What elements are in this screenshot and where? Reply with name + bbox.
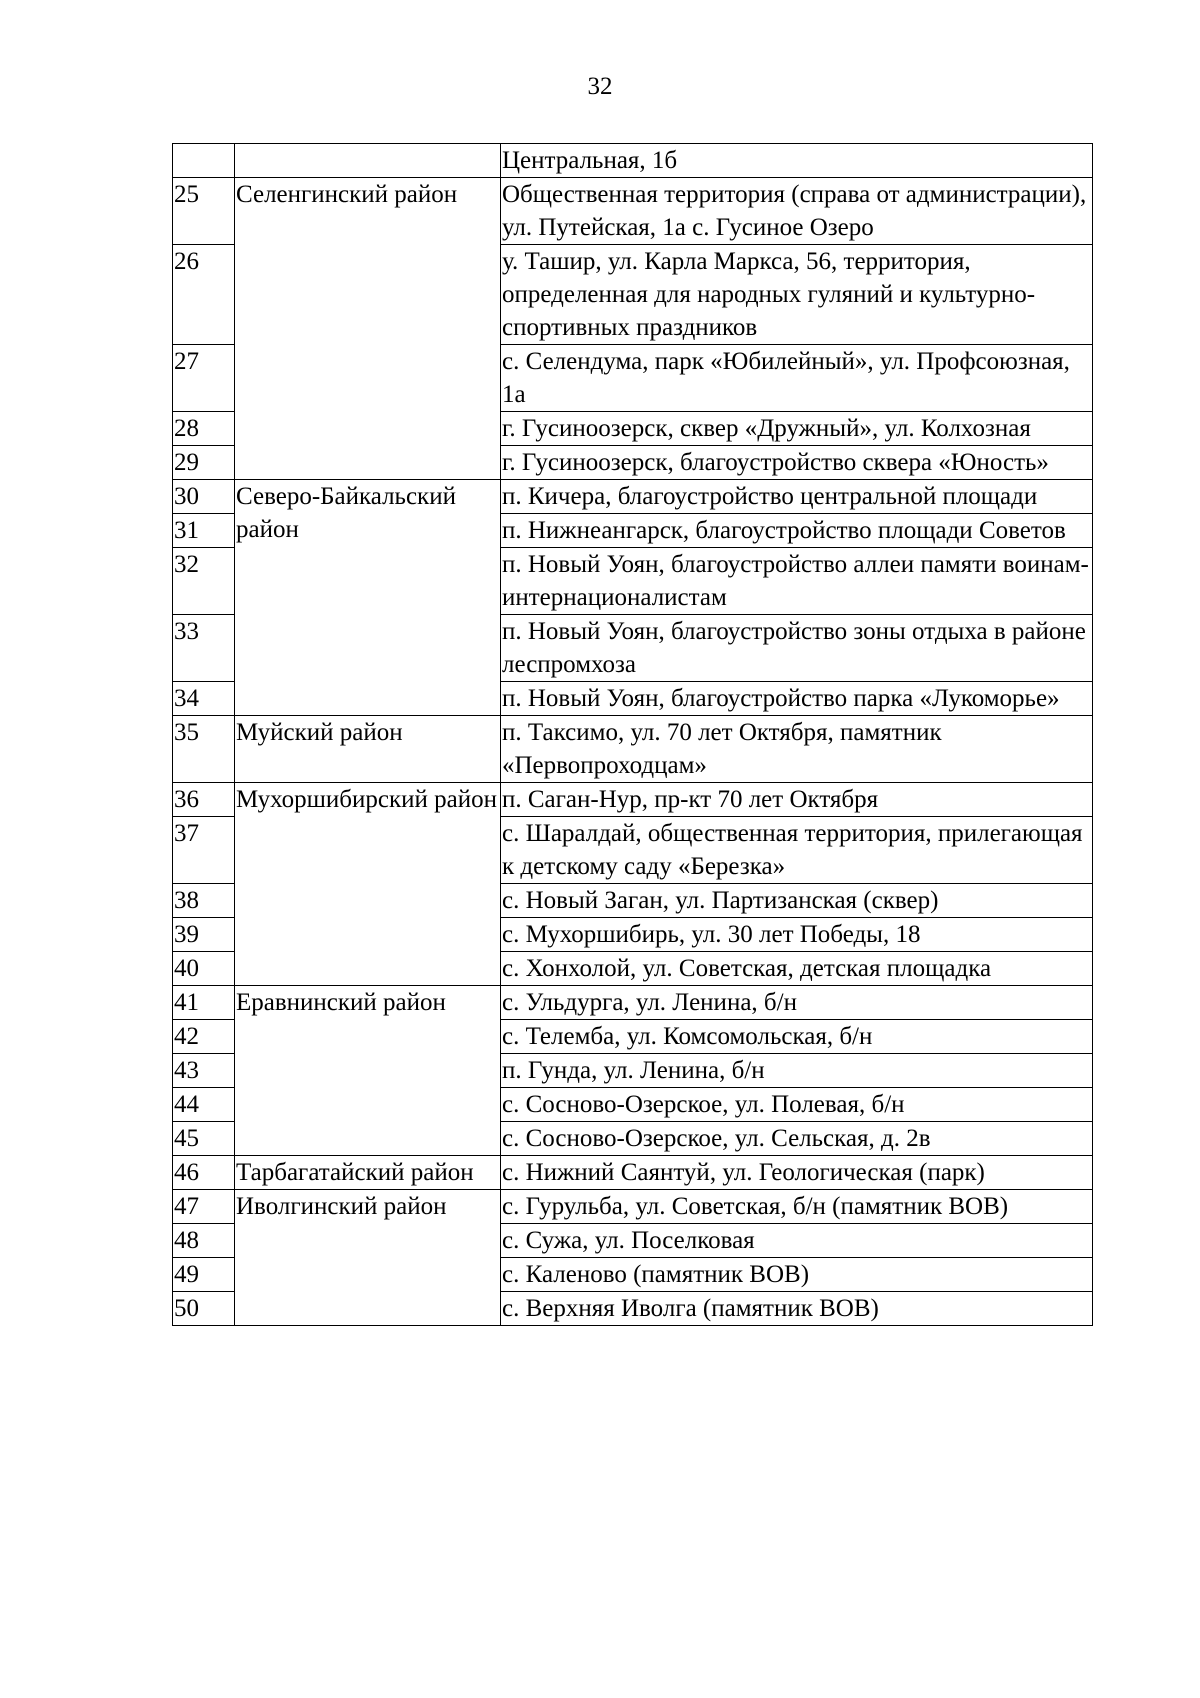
address-cell: с. Нижний Саянтуй, ул. Геологическая (парк) [501,1156,1093,1190]
address-cell: п. Гунда, ул. Ленина, б/н [501,1054,1093,1088]
row-number: 30 [173,480,235,514]
address-cell: г. Гусиноозерск, благоустройство сквера «Юность» [501,446,1093,480]
district-cell: Северо-Байкальский район [235,480,501,716]
row-number: 37 [173,817,235,884]
table-row [173,986,1093,1020]
row-number: 34 [173,682,235,716]
table-row [173,1190,1093,1224]
address-cell: п. Кичера, благоустройство центральной площади [501,480,1093,514]
address-cell: с. Верхняя Иволга (памятник ВОВ) [501,1292,1093,1326]
row-number: 38 [173,884,235,918]
district-cell: Селенгинский район [235,178,501,480]
table-row [173,716,1093,783]
address-cell: п. Саган-Нур, пр-кт 70 лет Октября [501,783,1093,817]
address-cell: с. Сосново-Озерское, ул. Сельская, д. 2в [501,1122,1093,1156]
district-cell: Муйский район [235,716,501,783]
table-body [173,144,1093,1326]
address-cell: п. Новый Уоян, благоустройство зоны отдыха в районе леспромхоза [501,615,1093,682]
district-cell: Тарбагатайский район [235,1156,501,1190]
address-cell: с. Сосново-Озерское, ул. Полевая, б/н [501,1088,1093,1122]
row-number: 48 [173,1224,235,1258]
address-cell: Центральная, 1б [501,144,1093,178]
district-cell [235,144,501,178]
address-cell: с. Селендума, парк «Юбилейный», ул. Профсоюзная, 1а [501,345,1093,412]
table-row [173,144,1093,178]
row-number: 40 [173,952,235,986]
address-cell: с. Каленово (памятник ВОВ) [501,1258,1093,1292]
address-cell: с. Гурульба, ул. Советская, б/н (памятник ВОВ) [501,1190,1093,1224]
address-cell: с. Мухоршибирь, ул. 30 лет Победы, 18 [501,918,1093,952]
row-number: 46 [173,1156,235,1190]
table-row [173,480,1093,514]
row-number: 50 [173,1292,235,1326]
address-cell: г. Гусиноозерск, сквер «Дружный», ул. Колхозная [501,412,1093,446]
row-number: 32 [173,548,235,615]
address-cell: с. Шаралдай, общественная территория, прилегающая к детскому саду «Березка» [501,817,1093,884]
row-number: 41 [173,986,235,1020]
address-cell: п. Новый Уоян, благоустройство аллеи памяти воинам-интернационалистам [501,548,1093,615]
address-cell: п. Таксимо, ул. 70 лет Октября, памятник «Первопроходцам» [501,716,1093,783]
page-number: 32 [587,73,613,100]
district-cell: Мухоршибирский район [235,783,501,986]
district-cell: Иволгинский район [235,1190,501,1326]
address-cell: п. Нижнеангарск, благоустройство площади Советов [501,514,1093,548]
row-number: 39 [173,918,235,952]
row-number: 28 [173,412,235,446]
row-number: 33 [173,615,235,682]
row-number: 45 [173,1122,235,1156]
row-number: 25 [173,178,235,245]
row-number: 49 [173,1258,235,1292]
row-number: 47 [173,1190,235,1224]
row-number: 26 [173,245,235,345]
address-cell: Общественная территория (справа от администрации), ул. Путейская, 1а с. Гусиное Озеро [501,178,1093,245]
row-number: 43 [173,1054,235,1088]
address-cell: с. Новый Заган, ул. Партизанская (сквер) [501,884,1093,918]
address-cell: с. Ульдурга, ул. Ленина, б/н [501,986,1093,1020]
row-number [173,144,235,178]
address-cell: п. Новый Уоян, благоустройство парка «Лукоморье» [501,682,1093,716]
address-cell: с. Сужа, ул. Поселковая [501,1224,1093,1258]
row-number: 35 [173,716,235,783]
locations-table [172,143,1093,1326]
row-number: 31 [173,514,235,548]
table-row [173,178,1093,245]
address-cell: с. Телемба, ул. Комсомольская, б/н [501,1020,1093,1054]
address-cell: с. Хонхолой, ул. Советская, детская площадка [501,952,1093,986]
row-number: 44 [173,1088,235,1122]
address-cell: у. Ташир, ул. Карла Маркса, 56, территория, определенная для народных гуляний и культурно-спортивных праздников [501,245,1093,345]
table-row [173,1156,1093,1190]
row-number: 42 [173,1020,235,1054]
district-cell: Еравнинский район [235,986,501,1156]
row-number: 36 [173,783,235,817]
row-number: 27 [173,345,235,412]
table-row [173,783,1093,817]
row-number: 29 [173,446,235,480]
